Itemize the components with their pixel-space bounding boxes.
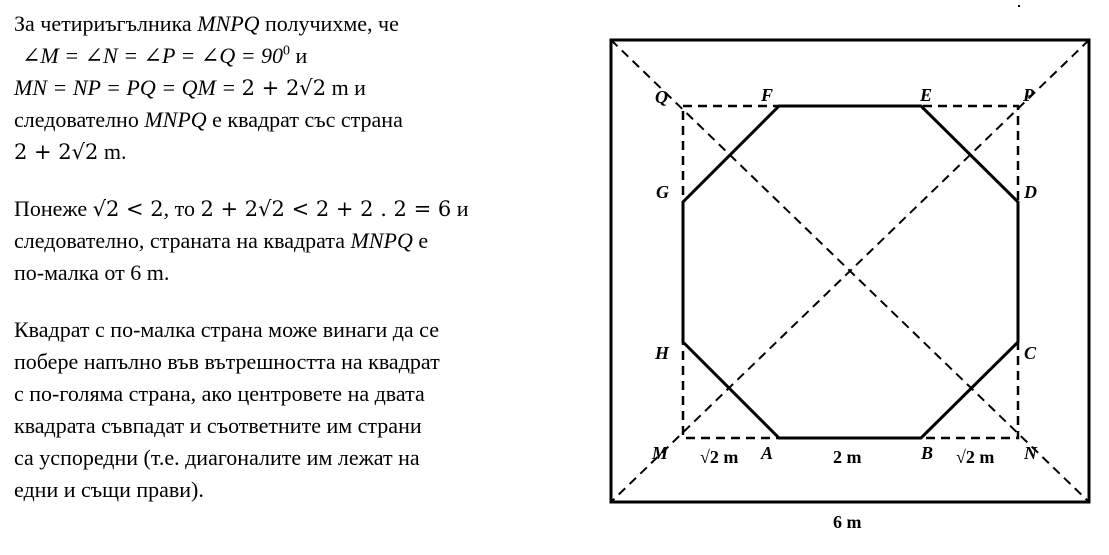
label-m: M	[652, 443, 669, 463]
angles-equation: ∠M = ∠N = ∠P = ∠Q = 90	[22, 43, 284, 68]
text-run: За четириъгълника	[14, 11, 198, 36]
p3-line-1: Квадрат с по-малка страна може винаги да се	[14, 317, 439, 342]
label-e: E	[920, 85, 933, 105]
text-run: MNPQ	[144, 107, 207, 132]
math-expression: 2 + 2√2 < 2 + 2 . 2 = 6	[200, 197, 452, 221]
label-a: A	[761, 443, 774, 463]
sides-equation: MN = NP = PQ = QM =	[14, 75, 242, 100]
label-b: B	[921, 443, 934, 463]
text-run: следователно, страната на квадрата	[14, 228, 351, 253]
dim-middle-2m: 2 m	[833, 447, 862, 467]
label-q: Q	[655, 87, 668, 107]
math-expression: 2 + 2√2	[14, 140, 99, 164]
text-run: и	[451, 196, 469, 221]
label-n: N	[1024, 443, 1037, 463]
label-d: D	[1024, 182, 1037, 202]
dim-outer-6m: 6 m	[833, 512, 862, 532]
p2-line-3: по-малка от 6 m.	[14, 260, 170, 285]
text-run: MNPQ	[350, 228, 413, 253]
label-c: C	[1024, 343, 1037, 363]
dim-left-sqrt2: √2 m	[700, 447, 739, 467]
label-f: F	[761, 85, 774, 105]
text-run: Понеже	[14, 196, 93, 221]
label-g: G	[656, 182, 669, 202]
label-h: H	[655, 343, 670, 363]
p3-line-4: квадрата съвпадат и съответните им страни	[14, 413, 422, 438]
text-run: , то	[163, 196, 201, 221]
p3-line-2: побере напълно във вътрешността на квадрат	[14, 349, 440, 374]
label-p: P	[1023, 85, 1034, 105]
text-run: и	[290, 43, 308, 68]
text-run: m.	[98, 139, 127, 164]
text-run: получихме, че	[259, 11, 399, 36]
p3-line-3: с по-голяма страна, ако центровете на двата	[14, 381, 425, 406]
math-expression: 2 + 2√2	[241, 76, 327, 100]
text-run: е квадрат със страна	[206, 107, 403, 132]
text-run: следователно	[14, 107, 145, 132]
degree-superscript: 0	[283, 43, 291, 59]
p3-line-5: са успоредни (т.е. диагоналите им лежат на	[14, 445, 420, 470]
text-run: MNPQ	[197, 11, 260, 36]
text-run: е	[412, 228, 429, 253]
dim-right-sqrt2: √2 m	[956, 447, 995, 467]
p3-line-6: едни и същи прави).	[14, 477, 204, 502]
math-expression: √2 < 2	[92, 197, 164, 221]
text-run: m и	[326, 75, 366, 100]
